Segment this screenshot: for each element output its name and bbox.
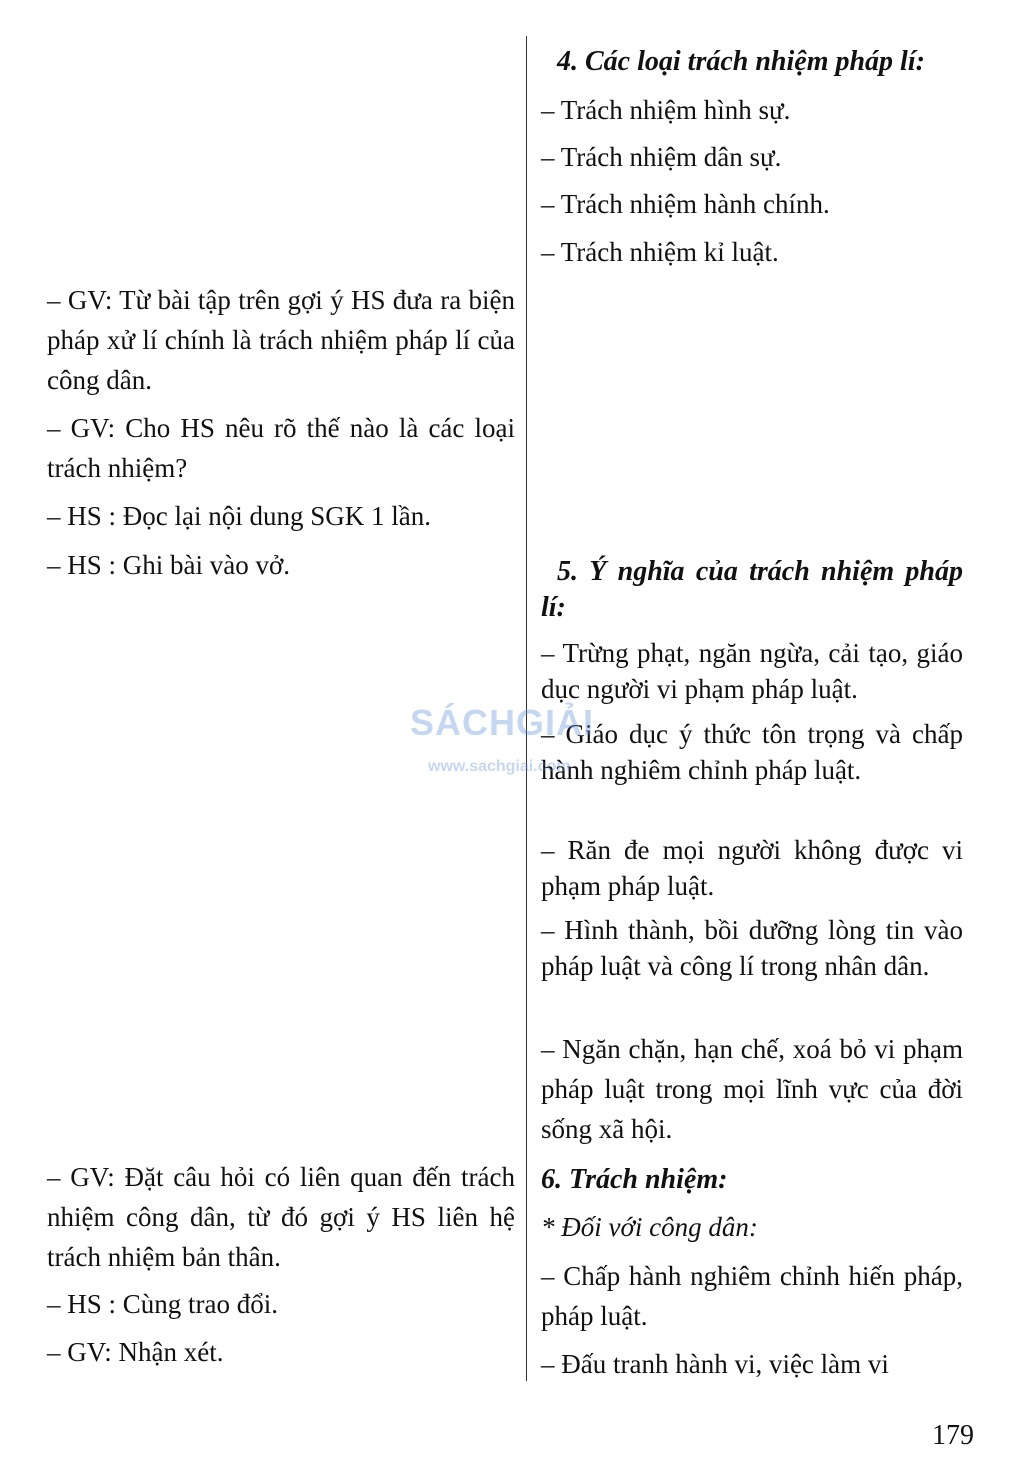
right-item-4: – Trách nhiệm kỉ luật. [541, 237, 779, 267]
right-item-3: – Trách nhiệm hành chính. [541, 189, 830, 219]
left-paragraph-7: – GV: Nhận xét. [47, 1337, 224, 1367]
left-paragraph-2: – GV: Cho HS nêu rõ thế nào là các loại trách nhiệm? [47, 413, 515, 483]
subheading-citizen: * Đối với công dân: [541, 1212, 758, 1242]
left-paragraph-1: – GV: Từ bài tập trên gợi ý HS đưa ra biện pháp xử lí chính là trách nhiệm pháp lí của công dân. [47, 285, 515, 395]
right-meaning-2: – Giáo dục ý thức tôn trọng và chấp hành nghiêm chỉnh pháp luật. [541, 719, 963, 785]
right-duty-2: – Đấu tranh hành vi, việc làm vi [541, 1349, 889, 1379]
right-meaning-5: – Ngăn chặn, hạn chế, xoá bỏ vi phạm pháp luật trong mọi lĩnh vực của đời sống xã hội. [541, 1034, 963, 1144]
watermark-url: www.sachgiai.com [428, 758, 571, 775]
column-divider [526, 36, 527, 1381]
page-number: 179 [932, 1420, 974, 1451]
right-duty-1: – Chấp hành nghiêm chỉnh hiến pháp, pháp luật. [541, 1261, 963, 1331]
left-paragraph-4: – HS : Ghi bài vào vở. [47, 550, 291, 580]
right-item-2: – Trách nhiệm dân sự. [541, 142, 782, 172]
right-meaning-3: – Răn đe mọi người không được vi phạm pháp luật. [541, 835, 963, 901]
right-meaning-4: – Hình thành, bồi dưỡng lòng tin vào pháp luật và công lí trong nhân dân. [541, 915, 963, 981]
left-paragraph-6: – HS : Cùng trao đổi. [47, 1289, 279, 1319]
watermark-brand: SÁCHGIẢI [410, 702, 595, 743]
right-meaning-1: – Trừng phạt, ngăn ngừa, cải tạo, giáo dục người vi phạm pháp luật. [541, 638, 963, 704]
right-item-1: – Trách nhiệm hình sự. [541, 95, 791, 125]
heading-6: 6. Trách nhiệm: [541, 1164, 728, 1195]
heading-4: 4. Các loại trách nhiệm pháp lí: [557, 46, 925, 77]
heading-5: 5. Ý nghĩa của trách nhiệm pháp lí: [541, 556, 963, 623]
left-paragraph-3: – HS : Đọc lại nội dung SGK 1 lần. [47, 501, 431, 531]
left-paragraph-5: – GV: Đặt câu hỏi có liên quan đến trách nhiệm công dân, từ đó gợi ý HS liên hệ trách nhiệm bản thân. [47, 1162, 515, 1272]
